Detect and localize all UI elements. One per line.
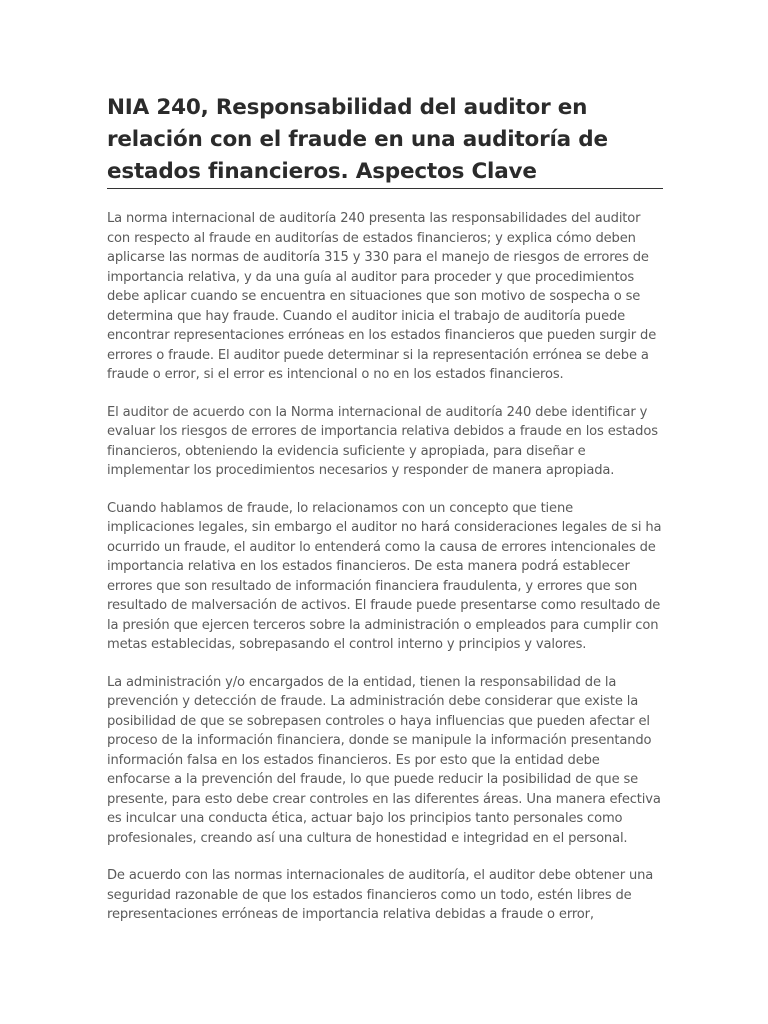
title-underline	[107, 188, 663, 189]
article-title: NIA 240, Responsabilidad del auditor en relación con el fraude en una auditoría de estados financieros. Aspectos Clave	[107, 95, 608, 184]
document-page	[107, 92, 663, 943]
paragraph: La administración y/o encargados de la entidad, tienen la responsabilidad de la prevención y detección de fraude. La administración debe considerar que existe la posibilidad de que se sobrepasen controles o haya influencias que pueden afectar el proceso de la información financiera, donde se manipule la información presentando información falsa en los estados financieros. Es por esto que la entidad debe enfocarse a la prevención del fraude, lo que puede reducir la posibilidad de que se presente, para esto debe crear controles en las diferentes áreas. Una manera efectiva es inculcar una conducta ética, actuar bajo los principios tanto personales como profesionales, creando así una cultura de honestidad e integridad en el personal.	[107, 674, 661, 846]
paragraph: De acuerdo con las normas internacionales de auditoría, el auditor debe obtener una seguridad razonable de que los estados financieros como un todo, estén libres de representaciones erróneas de importancia relativa debidas a fraude o error,	[107, 868, 654, 922]
paragraph: Cuando hablamos de fraude, lo relacionamos con un concepto que tiene implicaciones legales, sin embargo el auditor no hará consideraciones legales de si ha ocurrido un fraude, el auditor lo entenderá como la causa de errores intencionales de importancia relativa en los estados financieros. De esta manera podrá establecer errores que son resultado de información financiera fraudulenta, y errores que son resultado de malversación de activos. El fraude puede presentarse como resultado de la presión que ejercen terceros sobre la administración o empleados para cumplir con metas establecidas, sobrepasando el control interno y principios y valores.	[107, 500, 662, 652]
paragraph: La norma internacional de auditoría 240 presenta las responsabilidades del auditor con respecto al fraude en auditorías de estados financieros; y explica cómo deben aplicarse las normas de auditoría 315 y 330 para el manejo de riesgos de errores de importancia relativa, y da una guía al auditor para proceder y que procedimientos debe aplicar cuando se encuentra en situaciones que son motivo de sospecha o se determina que hay fraude. Cuando el auditor inicia el trabajo de auditoría puede encontrar representaciones erróneas en los estados financieros que pueden surgir de errores o fraude. El auditor puede determinar si la representación errónea se debe a fraude o error, si el error es intencional o no en los estados financieros.	[107, 211, 657, 382]
paragraph: El auditor de acuerdo con la Norma internacional de auditoría 240 debe identificar y evaluar los riesgos de errores de importancia relativa debidos a fraude en los estados financieros, obteniendo la evidencia suficiente y apropiada, para diseñar e implementar los procedimientos necesarios y responder de manera apropiada.	[107, 404, 658, 478]
